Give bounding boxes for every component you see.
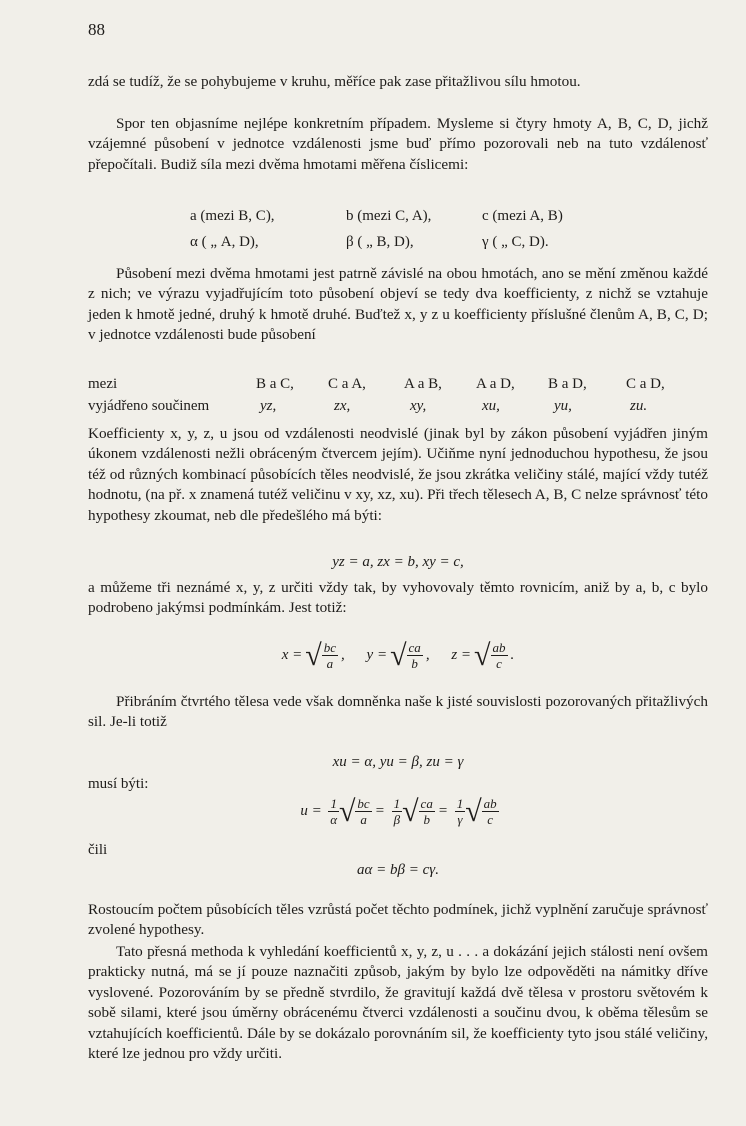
force-a: a (mezi B, C), — [190, 208, 275, 224]
pair-6: C a D, — [626, 376, 665, 392]
eq2-y-num: ca — [408, 640, 421, 655]
or-label: čili — [88, 842, 108, 858]
paragraph-8 — [88, 942, 708, 1064]
eq4-lhs: u = — [300, 803, 322, 819]
product-5: yu, — [554, 398, 572, 414]
eq2-z-frac — [491, 640, 508, 671]
product-2: zx, — [334, 398, 351, 414]
eq2-y-den: b — [411, 656, 418, 671]
eq4-t3-rad: $\frac{ab}{c}$ — [483, 796, 497, 827]
eq4-t2-rad: $\frac{ca}{b}$ — [420, 796, 433, 827]
must-be-label: musí býti: — [88, 776, 149, 792]
paragraph-1-text: zdá se tudíž, že se pohybujeme v kruhu, měříce pak zase přitažlivou sílu hmotou. — [88, 73, 581, 90]
eq2-x-lhs: x = — [281, 647, 303, 663]
paragraph-2-text: Spor ten objasníme nejlépe konkretním případem. Mysleme si čtyry hmoty A, B, C, D, jichž vzájemné působení v jednotce vzdálenosti jsme buď přímo pozorovali neb na tuto vzdálenosť přepočítali. Budiž síla mezi dvěma hmotami měřena číslicemi: — [88, 115, 708, 173]
paragraph-7-text: Rostoucím počtem působících těles vzrůstá počet těchto podmínek, jichž vyplnění zaručuje správnosť zvolené hypothesy. — [88, 901, 708, 939]
paragraph-8-text: Tato přesná methoda k vyhledání koefficientů x, y, z, u . . . a dokázání jejich stálosti není ovšem prakticky nutná, má se jí pouze naznačiti způsob, jakým by bylo lze odpověděti na námitky dříve vyslovené. Pozorováním by se předně stvrdilo, že gravitují každá dvě tělesa v prostoru světovém k sobě silami, které jsou úměrny obrácenému čtverci vzdálenosti a součinu dvou, k oběma tělesům se vztahujících koefficientů. Dále by se dokázalo porovnáním sil, že koefficienty tyto jsou stálé veličiny, které lze jednou pro vždy určiti. — [88, 943, 708, 1063]
eq2-z-lhs: z = — [451, 647, 472, 663]
sqrt-icon: √ — [402, 794, 419, 828]
forces-row-1 — [88, 208, 708, 228]
sqrt-icon: √ — [305, 638, 322, 672]
sqrt-icon: √ — [390, 638, 407, 672]
paragraph-3-text: Působení mezi dvěma hmotami jest patrně závislé na obou hmotách, ano se mění změnou každé z nich; ve výrazu vyjadřujícím toto působení objeví se tedy dva koefficienty, z nichž se vztahuje jeden k hmotě jedné, druhý k hmotě druhé. Buďtež x, y z u koefficienty příslušné členům A, B, C, D; v jednotce vzdálenosti bude působení — [88, 265, 708, 344]
equation-1: yz = a, zx = b, xy = c, — [332, 554, 464, 570]
sqrt-icon: √ — [338, 794, 356, 828]
paragraph-6-text: Přibráním čtvrtého tělesa vede však domněnka naše k jisté souvislosti pozorovaných přitažlivých sil. Je-li totiž — [88, 693, 708, 731]
paragraph-5-text: a můžeme tři neznámé x, y, z určiti vždy tak, by vyhovovaly těmto rovnicím, aniž by a, b, c bylo podrobeno jakýmsi podmínkám. Jest totiž: — [88, 579, 708, 617]
product-4: xu, — [482, 398, 500, 414]
paragraph-3 — [88, 264, 708, 346]
paragraph-2 — [88, 114, 708, 175]
pair-5: B a D, — [548, 376, 587, 392]
equation-3: xu = α, yu = β, zu = γ — [332, 754, 464, 770]
eq2-z-den: c — [496, 656, 502, 671]
eq4-t2-coef: $\frac{1}{\beta}$ — [393, 796, 401, 827]
equation-5: aα = bβ = cγ. — [357, 862, 439, 878]
pair-3: A a B, — [404, 376, 442, 392]
product-3: xy, — [410, 398, 427, 414]
force-b: b (mezi C, A), — [346, 208, 432, 224]
paragraph-7 — [88, 900, 708, 941]
equation-4: u = $\frac{1}{\alpha}$ √ $\frac{bc}{a}$ = $\frac{1}{\beta}$ √ $\frac{ca}{b}$ = $\frac{1}{\gamma}$ √ $\frac{ab}{c}$ — [88, 796, 708, 827]
force-gamma: γ ( „ C, D). — [482, 234, 549, 250]
eq2-x-num: bc — [323, 640, 337, 655]
forces-row-2 — [88, 234, 708, 254]
product-1: yz, — [260, 398, 277, 414]
eq2-z-num: ab — [492, 640, 506, 655]
products-row — [88, 398, 708, 418]
pair-2: C a A, — [328, 376, 366, 392]
pairs-row — [88, 376, 708, 396]
paragraph-1 — [88, 72, 708, 92]
pair-4: A a D, — [476, 376, 515, 392]
eq2-x-frac — [322, 640, 338, 671]
eq4-t3-coef: $\frac{1}{\gamma}$ — [456, 796, 464, 827]
pair-1: B a C, — [256, 376, 294, 392]
page-number: 88 — [88, 20, 105, 39]
pairs-label: mezi — [88, 376, 118, 392]
eq2-y-lhs: y = — [366, 647, 388, 663]
equation-2: x = √ $\frac{bc}{a}$ , y = √ $\frac{ca}{b}$ , z = √ $\frac{ab}{c}$ . — [88, 640, 708, 671]
eq2-end: . — [510, 647, 515, 663]
paragraph-6 — [88, 692, 708, 733]
force-alpha: α ( „ A, D), — [190, 234, 259, 250]
force-c: c (mezi A, B) — [482, 208, 563, 224]
sqrt-icon: √ — [465, 794, 482, 828]
paragraph-5 — [88, 578, 708, 619]
eq2-x-den: a — [326, 656, 334, 671]
eq4-t1-coef: $\frac{1}{\alpha}$ — [330, 796, 338, 827]
product-6: zu. — [630, 398, 648, 414]
paragraph-4 — [88, 424, 708, 526]
products-label: vyjádřeno součinem — [88, 398, 210, 414]
force-beta: β ( „ B, D), — [346, 234, 414, 250]
sqrt-icon: √ — [474, 638, 491, 672]
eq2-y-frac — [407, 640, 423, 671]
paragraph-4-text: Koefficienty x, y, z, u jsou od vzdálenosti neodvislé (jinak byl by zákon působení vyjádřen jiným úkonem vzdálenosti nežli obráceným čtvercem jejím). Učiňme nyní jednoduchou hypothesu, že jsou též od různých kombinací působících těles neodvislé, že jsou zkrátka veličiny stálé, mající vždy tutéž hodnotu, (na př. x znamená tutéž veličinu v xy, xz, xu). Při třech tělesech A, B, C nelze správnosť této hypothesy zkoumat, neb dle předešlého má býti: — [88, 425, 708, 524]
eq4-t1-rad: $\frac{bc}{a}$ — [357, 796, 370, 827]
